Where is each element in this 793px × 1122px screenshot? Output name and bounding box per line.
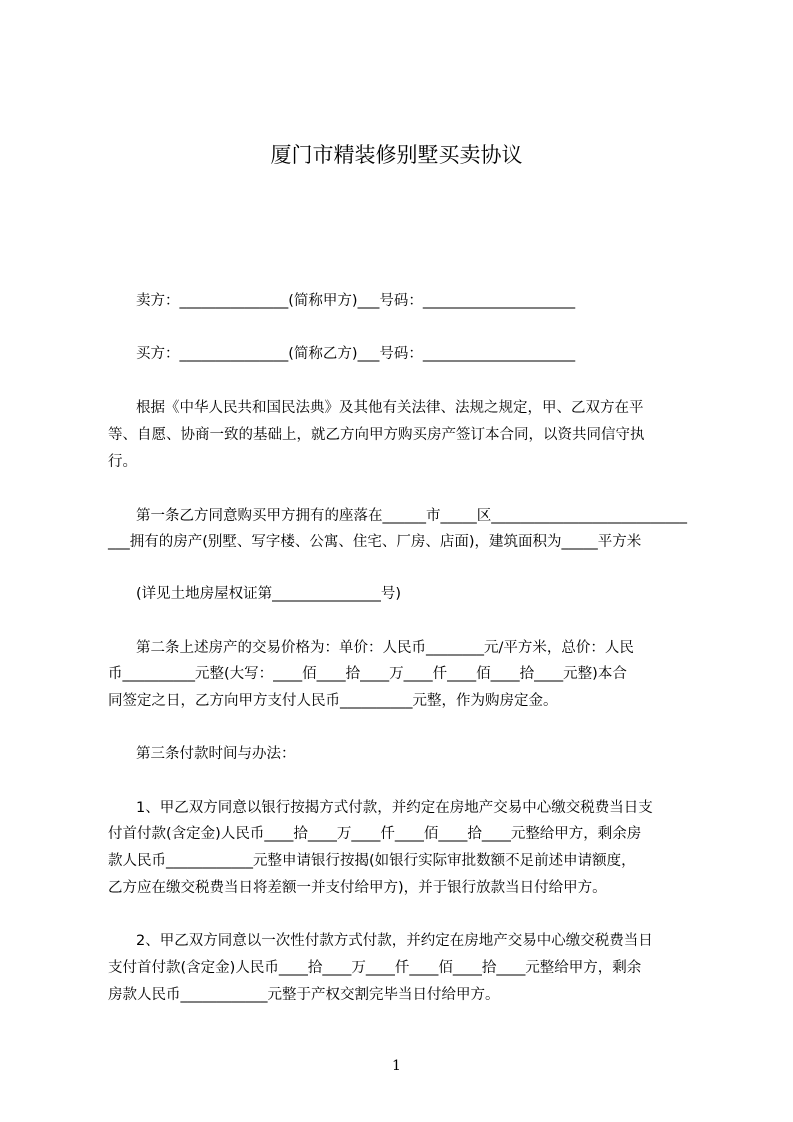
article-1-line: ___拥有的房产(别墅、写字楼、公寓、住宅、厂房、店面)，建筑面积为_____平方米 xyxy=(108,534,642,550)
clause-1-line: 付首付款(含定金)人民币____拾____万____仟____佰____拾____元整给甲方，剩余房 xyxy=(108,826,642,842)
clause-1-line: 1、甲乙双方同意以银行按揭方式付款，并约定在房地产交易中心缴交税费当日支 xyxy=(136,800,653,816)
buyer-line: 买方：_______________(简称乙方)___号码：_____________________ xyxy=(136,346,576,362)
preamble-line: 等、自愿、协商一致的基础上，就乙方向甲方购买房产签订本合同，以资共同信守执 xyxy=(108,427,645,443)
clause-2-line: 房款人民币____________元整于产权交割完毕当日付给甲方。 xyxy=(108,987,500,1003)
document-title: 厦门市精装修别墅买卖协议 xyxy=(270,143,523,167)
article-3-heading: 第三条付款时间与办法： xyxy=(136,746,296,762)
clause-2-line: 2、甲乙双方同意以一次性付款方式付款，并约定在房地产交易中心缴交税费当日 xyxy=(136,933,653,949)
article-2-line: 同签定之日，乙方向甲方支付人民币__________元整，作为购房定金。 xyxy=(108,693,558,709)
seller-line: 卖方：_______________(简称甲方)___号码：_____________________ xyxy=(136,293,576,309)
preamble-line: 根据《中华人民共和国民法典》及其他有关法律、法规之规定，甲、乙双方在平 xyxy=(136,400,644,416)
clause-2-line: 支付首付款(含定金)人民币____拾____万____仟____佰____拾____元整给甲方，剩余 xyxy=(108,960,642,976)
article-1-line: 第一条乙方同意购买甲方拥有的座落在______市_____区___________________________ xyxy=(136,508,687,524)
article-2-line: 币__________元整(大写：____佰____拾____万____仟____佰____拾____元整)本合 xyxy=(108,666,627,682)
preamble-line: 行。 xyxy=(108,454,137,470)
clause-1-line: 乙方应在缴交税费当日将差额一并支付给甲方)，并于银行放款当日付给甲方。 xyxy=(108,880,607,896)
article-1-note: (详见土地房屋权证第_______________号) xyxy=(136,586,402,602)
page-number: 1 xyxy=(392,1058,401,1074)
article-2-line: 第二条上述房产的交易价格为：单价：人民币________元/平方米，总价：人民 xyxy=(136,640,634,656)
clause-1-line: 款人民币____________元整申请银行按揭(如银行实际审批数额不足前述申请额度， xyxy=(108,853,636,869)
